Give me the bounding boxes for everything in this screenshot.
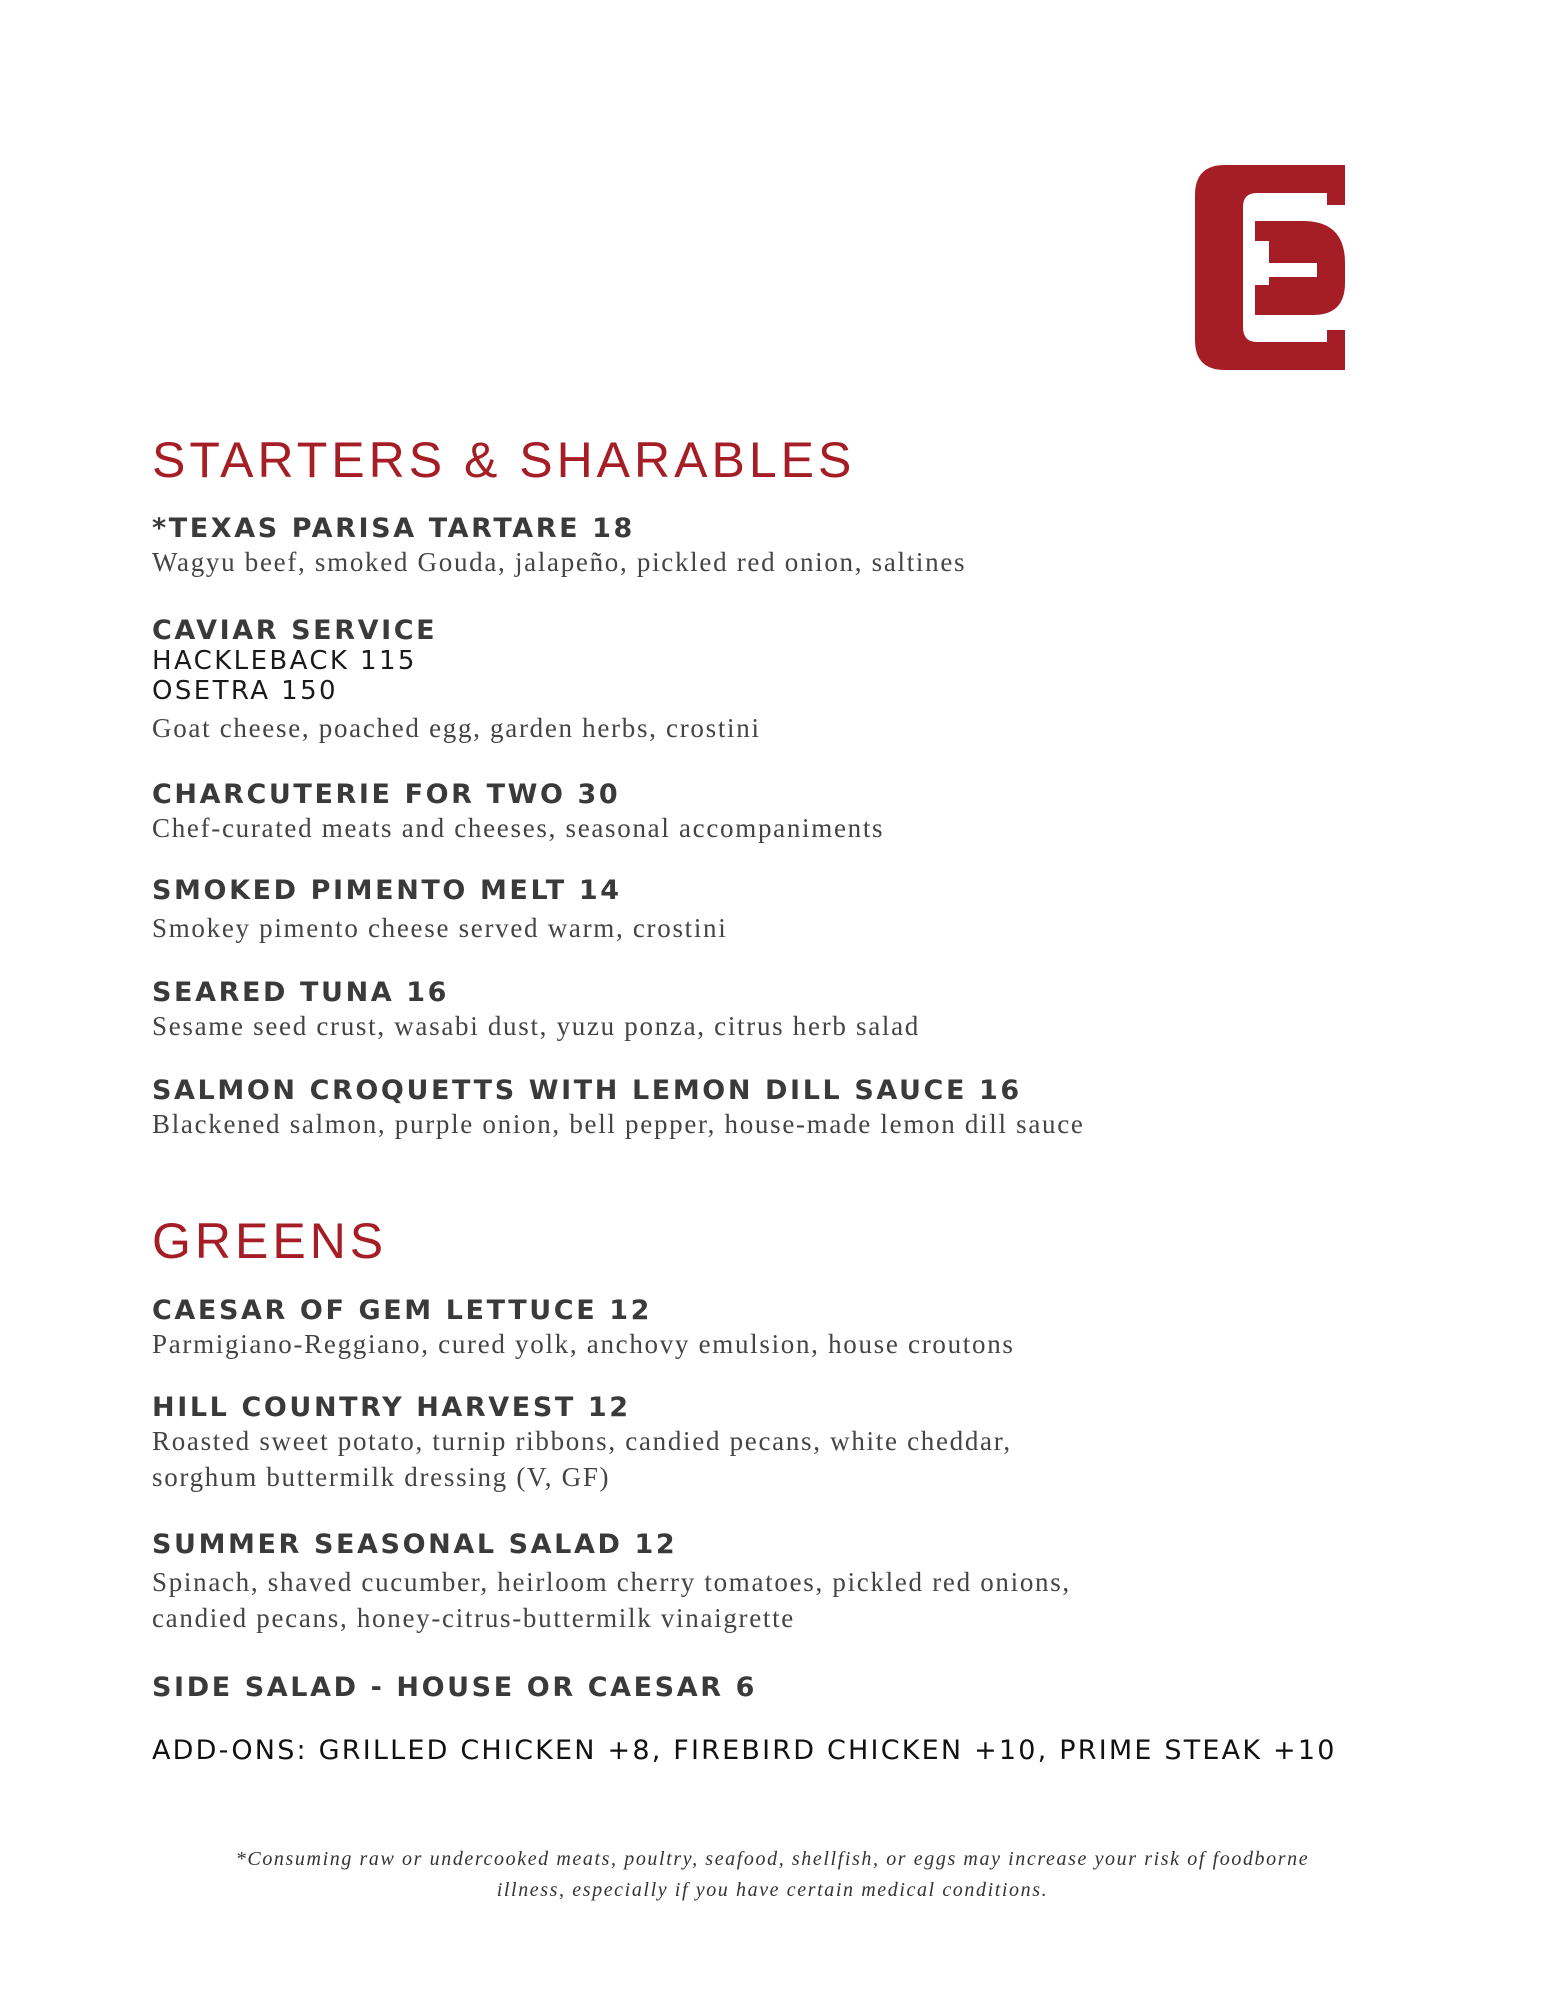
menu-item-caesar — [152, 1296, 1015, 1362]
menu-item-side-salad — [152, 1673, 757, 1703]
item-name: HILL COUNTRY HARVEST 12 — [152, 1392, 631, 1423]
item-name: SIDE SALAD - HOUSE OR CAESAR 6 — [152, 1672, 757, 1703]
item-desc: candied pecans, honey-citrus-buttermilk vinaigrette — [152, 1603, 795, 1633]
item-desc: Goat cheese, poached egg, garden herbs, crostini — [152, 713, 761, 743]
item-name: SMOKED PIMENTO MELT 14 — [152, 875, 622, 906]
item-option-osetra: OSETRA 150 — [152, 676, 338, 706]
menu-item-salmon-croquetts — [152, 1076, 1085, 1142]
add-ons-line: ADD-ONS: GRILLED CHICKEN +8, FIREBIRD CHICKEN +10, PRIME STEAK +10 — [152, 1735, 1337, 1766]
item-option-hackleback: HACKLEBACK 115 — [152, 646, 417, 676]
cg-monogram-icon — [1195, 165, 1345, 370]
menu-item-summer-seasonal-salad — [152, 1530, 1071, 1636]
item-name: SUMMER SEASONAL SALAD 12 — [152, 1529, 678, 1560]
item-desc: Wagyu beef, smoked Gouda, jalapeño, pickled red onion, saltines — [152, 547, 967, 577]
menu-item-hill-country-harvest — [152, 1393, 1012, 1495]
item-desc: Roasted sweet potato, turnip ribbons, candied pecans, white cheddar, — [152, 1426, 1012, 1456]
menu-item-caviar-service — [152, 616, 761, 746]
menu-item-charcuterie — [152, 780, 884, 846]
item-desc: Sesame seed crust, wasabi dust, yuzu ponza, citrus herb salad — [152, 1011, 921, 1041]
food-safety-disclaimer — [150, 1844, 1395, 1906]
item-desc: Blackened salmon, purple onion, bell pepper, house-made lemon dill sauce — [152, 1109, 1085, 1139]
item-name: CAVIAR SERVICE — [152, 615, 438, 646]
item-desc: Chef-curated meats and cheeses, seasonal accompaniments — [152, 813, 885, 843]
item-desc: Parmigiano-Reggiano, cured yolk, anchovy emulsion, house croutons — [152, 1329, 1015, 1359]
section-title-starters: STARTERS & SHARABLES — [152, 432, 856, 488]
menu-item-parisa-tartare — [152, 514, 966, 580]
section-title-greens: GREENS — [152, 1213, 388, 1269]
item-name: CHARCUTERIE FOR TWO 30 — [152, 779, 621, 810]
item-name: SEARED TUNA 16 — [152, 977, 450, 1008]
item-desc: Spinach, shaved cucumber, heirloom cherry tomatoes, pickled red onions, — [152, 1567, 1071, 1597]
menu-item-pimento-melt — [152, 876, 727, 946]
menu-item-seared-tuna — [152, 978, 920, 1044]
item-name: SALMON CROQUETTS WITH LEMON DILL SAUCE 16 — [152, 1075, 1022, 1106]
disclaimer-line: illness, especially if you have certain medical conditions. — [496, 1879, 1049, 1901]
item-name: *TEXAS PARISA TARTARE 18 — [152, 513, 635, 544]
disclaimer-line: *Consuming raw or undercooked meats, poultry, seafood, shellfish, or eggs may increase your risk of foodborne — [235, 1848, 1310, 1870]
item-desc: Smokey pimento cheese served warm, crostini — [152, 913, 728, 943]
item-name: CAESAR OF GEM LETTUCE 12 — [152, 1295, 653, 1326]
item-desc: sorghum buttermilk dressing (V, GF) — [152, 1462, 611, 1492]
